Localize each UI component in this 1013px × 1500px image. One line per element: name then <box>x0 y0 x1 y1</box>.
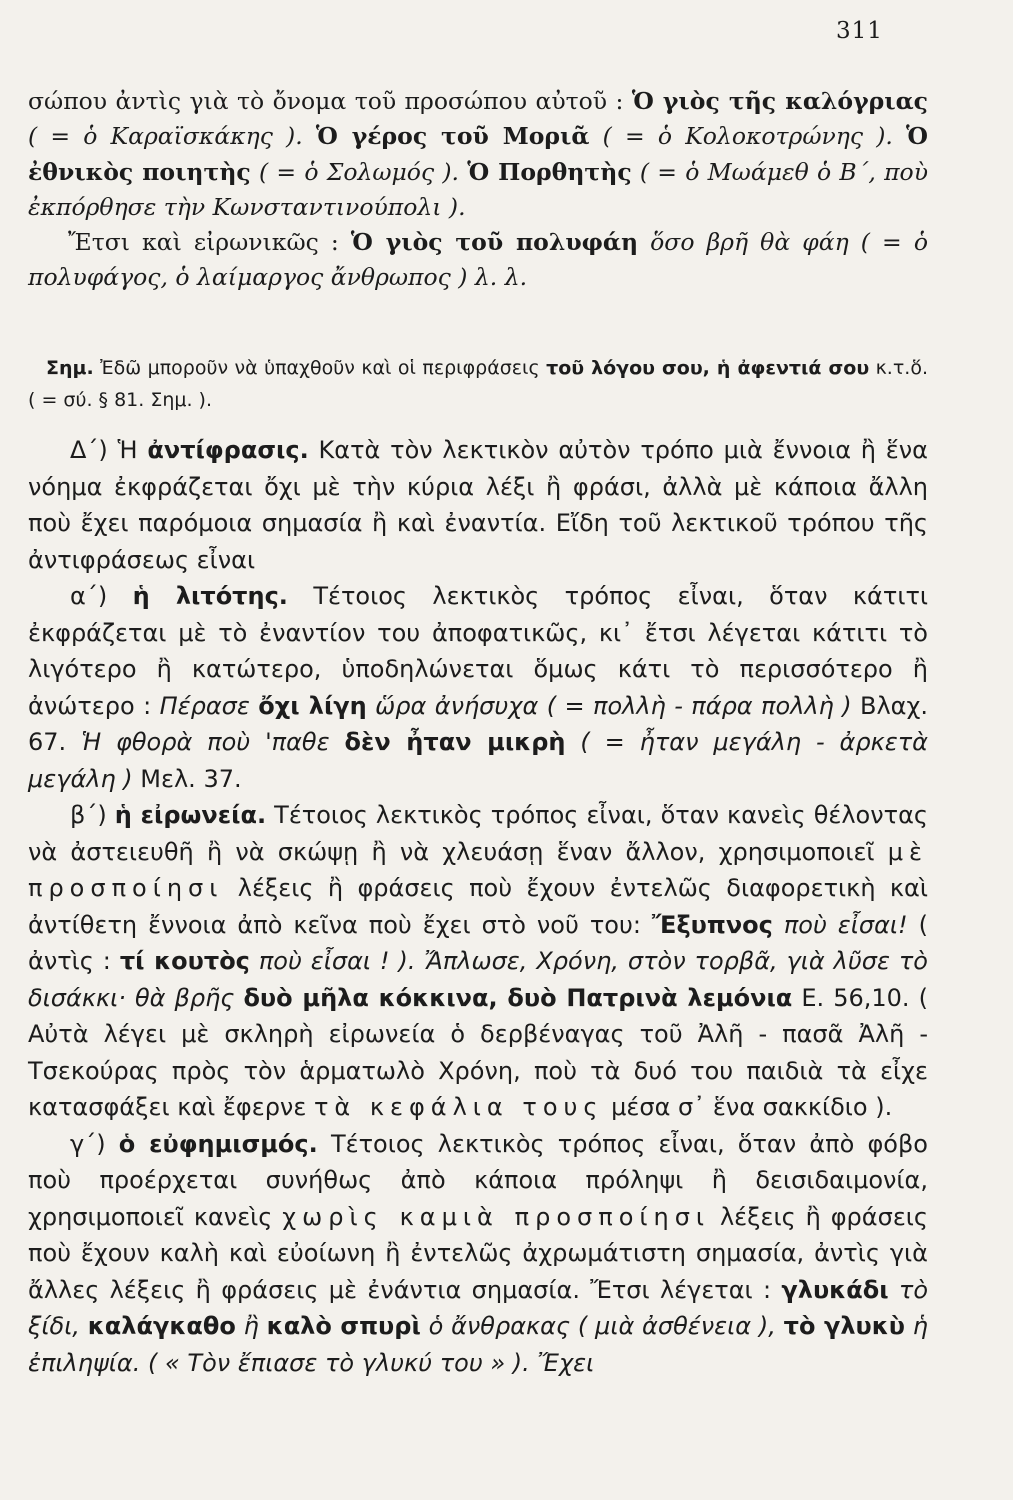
text-span: Ε. 56,10. ( Αὐτὰ λέγει μὲ σκληρὴ εἰρωνεία ὁ δερβέναγας τοῦ Ἀλῆ - πασᾶ Ἀλῆ - Τσεκούρας πρὸς τὸν ἁρματωλὸ Χρόνη, ποὺ τὰ δυό του παιδιὰ τὰ εἶχε κατασφάξει καὶ ἔφερνε <box>28 983 928 1121</box>
text-span: γ΄) <box>70 1129 119 1158</box>
section-heading: ἡ λιτότης. <box>132 582 288 610</box>
text-span: Τέτοιος λεκτικὸς τρόπος εἶναι, ὅταν ἀπὸ φόβο ποὺ προέρχεται συνήθως ἀπὸ κάποια πρόληψι ἢ δεισιδαιμονία, χρησιμοποιεῖ κανεὶς <box>28 1129 928 1231</box>
citation: Μελ. 37. <box>132 764 242 793</box>
italic-gloss: ὅσο βρῆ θὰ φάη ( = ὁ πολυφάγος, ὁ λαίμαργος ἄνθρωπος ) λ. λ. <box>28 228 928 292</box>
italic-example: Πέρασε <box>159 691 259 720</box>
note-label: Σημ. <box>46 357 94 379</box>
text-span: λέξεις ἢ φράσεις ποὺ ἔχουν καλὴ καὶ εὐοίωνη ἢ ἐντελῶς ἀχρωμάτιστη σημασία, ἀντὶς γιὰ ἄλλες λέξεις ἢ φράσεις μὲ ἐνάντια σημασία. Ἔτσι λέγεται : <box>28 1202 928 1304</box>
text-span: Τέτοιος λεκτικὸς τρόπος εἶναι, ὅταν κανεὶς θέλοντας νὰ ἀστειευθῆ ἢ νὰ σκώψῃ ἢ νὰ χλευάσῃ ἕναν ἄλλον, χρησιμοποιεῖ <box>28 801 928 866</box>
text-span: β΄) <box>70 801 115 829</box>
bold-term: Ὁ γέρος τοῦ Μοριᾶ <box>315 122 590 151</box>
bold-term: καλάγκαθο <box>87 1312 236 1340</box>
top-text-block <box>28 84 928 296</box>
text-span: Τέτοιος λεκτικὸς τρόπος εἶναι, ὅταν κάτιτι ἐκφράζεται μὲ τὸ ἐναντίον του ἀποφατικῶς, κι᾽ ἔτσι λέγεται κάτιτι τὸ λιγότερο ἢ κατώτερο, ὑποδηλώνεται ὅμως κάτι τὸ περισσότερο ἢ ἀνώτερο : <box>28 582 929 720</box>
bold-term: Ὁ Πορθητὴς <box>467 157 632 186</box>
note-paragraph <box>28 352 928 416</box>
italic-example: Ἡ φθορὰ ποὺ 'παθε <box>81 728 345 756</box>
italic-example: ἡ ἐπιληψία. ( « Τὸν ἔπιασε τὸ γλυκύ του » ). Ἔχει <box>28 1312 929 1377</box>
section-antiphrasis <box>28 432 928 578</box>
bold-term: καλὸ σπυρὶ <box>266 1312 421 1340</box>
text-span: ( ἀντὶς : <box>28 910 928 975</box>
page-number: 311 <box>836 18 883 44</box>
spaced-text: χωρὶς καμιὰ προσποίησι <box>282 1202 711 1231</box>
main-text-block <box>28 432 928 1381</box>
section-irony <box>28 797 928 1126</box>
italic-gloss: ( = ὁ Σολωμός ). <box>250 157 468 186</box>
bold-term: τί κουτὸς <box>119 947 250 975</box>
italic-gloss: ( = ὁ Μωάμεθ ὁ Β΄, ποὺ ἐκπόρθησε τὴν Κωνσταντινούπολι ). <box>28 157 928 221</box>
section-heading: ἀντίφρασις. <box>147 436 309 464</box>
italic-example: τὸ ξίδι, <box>28 1275 928 1340</box>
text-span: λέξεις ἢ φράσεις ποὺ ἔχουν ἐντελῶς διαφορετικὴ καὶ ἀντίθετη ἔννοια ἀπὸ κεῖνα ποὺ ἔχει στὸ νοῦ του: <box>28 874 928 939</box>
bold-term: τὸ γλυκὺ <box>783 1312 905 1340</box>
section-heading: ἡ εἰρωνεία. <box>114 801 267 829</box>
italic-example: ποὺ εἶσαι! <box>772 910 919 939</box>
italic-example: ὁ ἄνθρακας ( μιὰ ἀσθένεια ), <box>420 1312 784 1340</box>
section-litotes <box>28 578 928 797</box>
italic-example: ( = ἦταν μεγάλη - ἀρκετὰ μεγάλη ) <box>28 728 928 793</box>
text-span: μέσα σ᾽ ἕνα σακκίδιο ). <box>603 1093 893 1121</box>
citation: Βλαχ. 67. <box>28 691 928 756</box>
bold-term: Ὁ γιὸς τοῦ πολυφάη <box>350 228 639 257</box>
italic-gloss: ( = ὁ Καραϊσκάκης ). <box>28 122 316 151</box>
text-span: Ἔτσι καὶ εἰρωνικῶς : <box>68 228 351 257</box>
bold-term: Ὁ ἐθνικὸς ποιητὴς <box>28 122 929 186</box>
paragraph-ironic <box>28 225 928 296</box>
bold-term: Ὁ γιὸς τῆς καλόγριας <box>631 87 928 115</box>
paragraph-naming <box>28 84 928 225</box>
text-span: κ.τ.ὅ. ( = σύ. § 81. Σημ. ). <box>28 357 928 411</box>
text-span: Ἐδῶ μποροῦν νὰ ὑπαχθοῦν καὶ οἱ περιφράσεις <box>93 357 547 379</box>
section-heading: ὁ εὐφημισμός. <box>118 1129 318 1158</box>
spaced-text: μὲ προσποίησι <box>28 837 928 902</box>
spaced-text: τὰ κεφάλια τους <box>313 1093 604 1121</box>
bold-term: δυὸ μῆλα κόκκινα, δυὸ Πατρινὰ λεμόνια <box>243 983 793 1012</box>
italic-example: ποὺ εἶσαι ! ). Ἄπλωσε, Χρόνη, στὸν τορβᾶ, γιὰ λῦσε τὸ δισάκκι· θὰ βρῆς <box>28 947 928 1012</box>
text-span: Κατὰ τὸν λεκτικὸν αὐτὸν τρόπο μιὰ ἔννοια ἢ ἕνα νόημα ἐκφράζεται ὄχι μὲ τὴν κύρια λέξι ἢ φράσι, ἀλλὰ μὲ κάποια ἄλλη ποὺ ἔχει παρόμοια σημασία ἢ καὶ ἐναντία. Εἴδη τοῦ λεκτικοῦ τρόπου τῆς ἀντιφράσεως εἶναι <box>28 436 928 574</box>
italic-gloss: ( = ὁ Κολοκοτρώνης ). <box>589 122 907 151</box>
bold-term: Ἔξυπνος <box>651 910 773 939</box>
text-span: α΄) <box>70 582 133 610</box>
italic-example: ἢ <box>235 1312 267 1340</box>
bold-term: ὄχι λίγη <box>258 691 367 720</box>
section-euphemism <box>28 1126 928 1382</box>
italic-example: ὥρα ἀνήσυχα ( = πολλὴ - πάρα πολλὴ ) <box>366 691 852 720</box>
bold-term: γλυκάδι <box>781 1275 889 1304</box>
text-span: Δ΄) Ἡ <box>70 436 148 464</box>
bold-term: δὲν ἦταν μικρὴ <box>344 728 566 756</box>
bold-term: τοῦ λόγου σου, ἡ ἀφεντιά σου <box>546 357 870 379</box>
text-span: σώπου ἀντὶς γιὰ τὸ ὄνομα τοῦ προσώπου αὐτοῦ : <box>28 87 632 115</box>
